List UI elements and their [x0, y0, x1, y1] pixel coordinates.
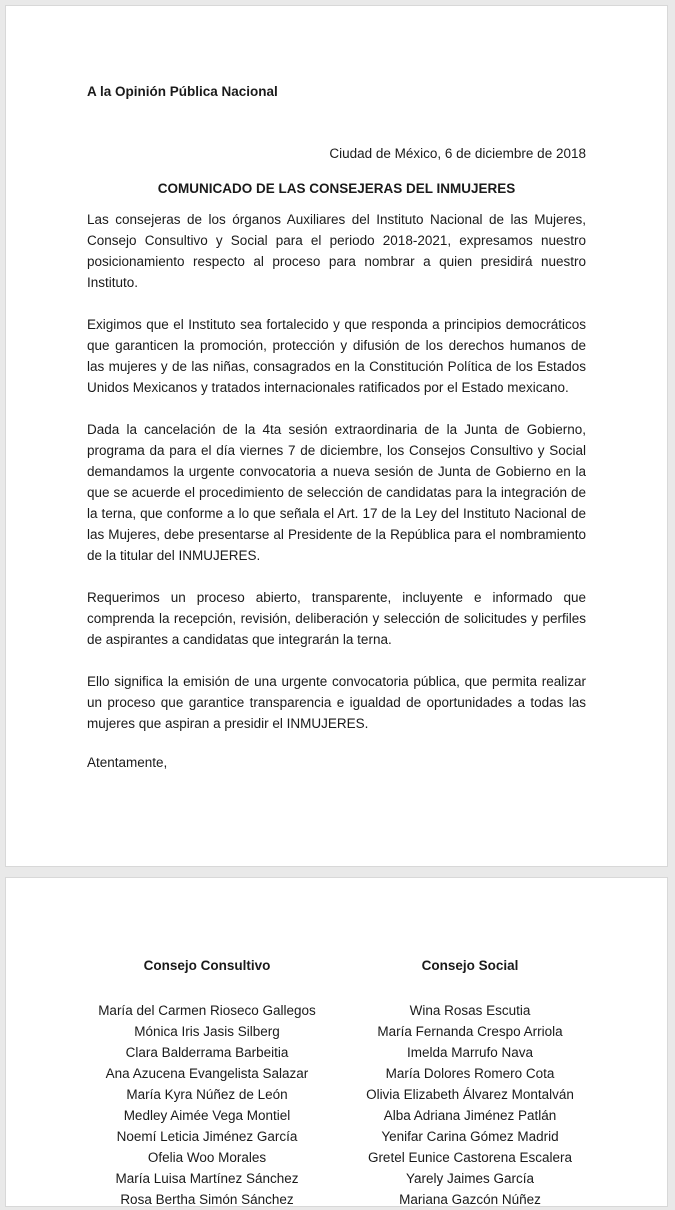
list-item: María Kyra Núñez de León	[126, 1087, 288, 1102]
list-item: Ana Azucena Evangelista Salazar	[105, 1066, 309, 1081]
list-item: María Luisa Martínez Sánchez	[115, 1171, 299, 1186]
list-item: Imelda Marrufo Nava	[406, 1045, 534, 1060]
addressee: A la Opinión Pública Nacional	[87, 84, 278, 99]
list-item: María Dolores Romero Cota	[385, 1066, 555, 1081]
consejo-social-column	[345, 958, 595, 1210]
list-item: Gretel Eunice Castorena Escalera	[367, 1150, 573, 1165]
list-item: María Fernanda Crespo Arriola	[377, 1024, 563, 1039]
list-item: Wina Rosas Escutia	[409, 1003, 531, 1018]
paragraph-3: Dada la cancelación de la 4ta sesión extraordinaria de la Junta de Gobierno, programa da para el día viernes 7 de diciembre, los Consejos Consultivo y Social demandamos la urgente convocatoria a nueva sesión de Junta de Gobierno en la que se acuerde el procedimiento de selección de candidatas para la integración de la terna, que conforme a lo que señala el Art. 17 de la Ley del Instituto Nacional de las Mujeres, debe presentarse al Presidente de la República para el nombramiento de la titular del INMUJERES.	[87, 422, 586, 563]
list-item: Olivia Elizabeth Álvarez Montalván	[366, 1087, 574, 1102]
document-title: COMUNICADO DE LAS CONSEJERAS DEL INMUJERES	[157, 181, 516, 196]
consejo-social-heading: Consejo Social	[421, 958, 519, 973]
list-item: Rosa Bertha Simón Sánchez	[120, 1192, 294, 1207]
list-item: Medley Aimée Vega Montiel	[123, 1108, 291, 1123]
list-item: Mariana Gazcón Núñez	[399, 1192, 541, 1207]
paragraph-1: Las consejeras de los órganos Auxiliares del Instituto Nacional de las Mujeres, Consejo Consultivo y Social para el periodo 2018-2021, expresamos nuestro posicionamiento respecto al proceso para nombrar a quien presidirá nuestro Instituto.	[87, 212, 586, 290]
date-line: Ciudad de México, 6 de diciembre de 2018	[329, 146, 586, 161]
list-item: Mónica Iris Jasis Silberg	[134, 1024, 280, 1039]
paragraph-4: Requerimos un proceso abierto, transparente, incluyente e informado que comprenda la recepción, revisión, deliberación y selección de solicitudes y perfiles de aspirantes a candidatas que integrarán la terna.	[87, 590, 586, 647]
paragraph-2: Exigimos que el Instituto sea fortalecido y que responda a principios democráticos que garanticen la promoción, protección y difusión de los derechos humanos de las mujeres y de las niñas, consagrados en la Constitución Política de los Estados Unidos Mexicanos y tratados internacionales ratificados por el Estado mexicano.	[87, 317, 586, 395]
consejo-consultivo-heading: Consejo Consultivo	[143, 958, 271, 973]
list-item: Ofelia Woo Morales	[147, 1150, 267, 1165]
consejo-consultivo-column	[82, 958, 332, 1210]
list-item: Yenifar Carina Gómez Madrid	[381, 1129, 559, 1144]
consejo-consultivo-members	[82, 1000, 332, 1210]
list-item: María del Carmen Rioseco Gallegos	[98, 1003, 316, 1018]
list-item: Alba Adriana Jiménez Patlán	[383, 1108, 557, 1123]
document-page-2	[5, 877, 668, 1207]
list-item: Noemí Leticia Jiménez García	[116, 1129, 298, 1144]
document-page-1	[5, 5, 668, 867]
consejo-social-members	[345, 1000, 595, 1210]
list-item: Yarely Jaimes García	[405, 1171, 535, 1186]
closing: Atentamente,	[87, 755, 168, 770]
list-item: Clara Balderrama Barbeitia	[125, 1045, 289, 1060]
paragraph-5: Ello significa la emisión de una urgente convocatoria pública, que permita realizar un proceso que garantice transparencia e igualdad de oportunidades a todas las mujeres que aspiran a presidir el INMUJERES.	[87, 674, 586, 731]
